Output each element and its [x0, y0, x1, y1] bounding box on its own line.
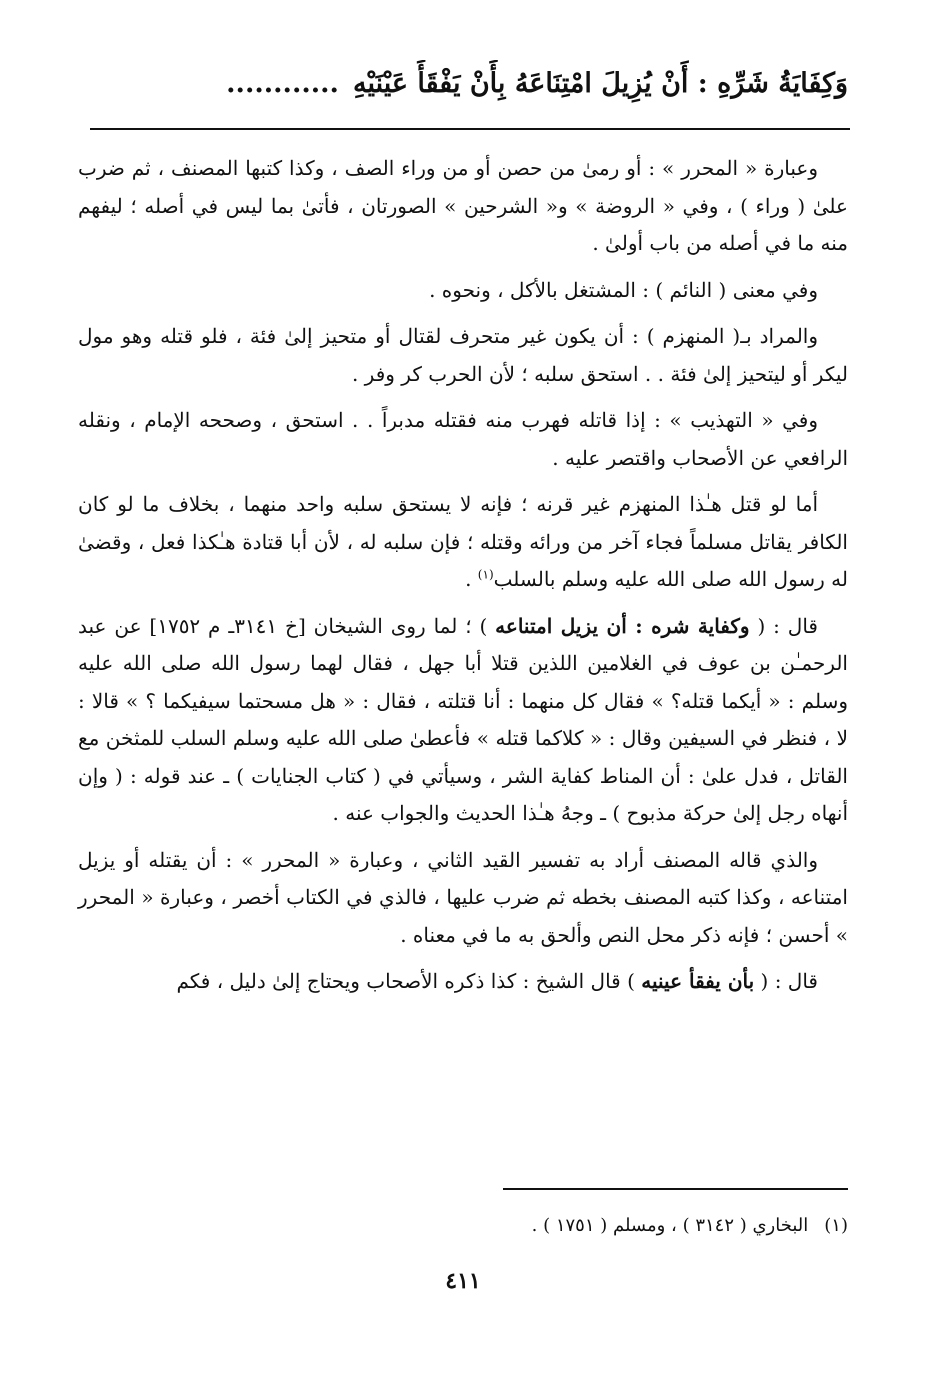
- footnote-text: البخاري ( ٣١٤٢ ) ، ومسلم ( ١٧٥١ ) .: [531, 1215, 809, 1236]
- header-rule: [90, 128, 850, 130]
- page-number: ٤١١: [445, 1268, 481, 1294]
- running-head-dots: ............: [226, 68, 339, 99]
- main-text: [78, 150, 848, 1010]
- paragraph: [78, 963, 848, 1001]
- paragraph: [78, 150, 848, 263]
- footnote: [78, 1212, 848, 1240]
- footnote-number: (١): [824, 1215, 848, 1236]
- matn-quote: وكفاية شره : أن يزيل امتناعه: [495, 613, 750, 638]
- paragraph-text: والمراد بـ( المنهزم ) : أن يكون غير متحرف لقتال أو متحيز إلىٰ فئة ، فلو قتله وهو مول ليكر أو ليتحيز إلىٰ فئة . . استحق سلبه ؛ لأن الحرب كر وفر .: [78, 324, 848, 386]
- paragraph: [78, 318, 848, 393]
- paragraph-text: وفي « التهذيب » : إذا قاتله فهرب منه فقتله مدبراً . . استحق ، وصححه الإمام ، ونقله الرافعي عن الأصحاب واقتصر عليه .: [78, 408, 848, 470]
- paragraph-text: وعبارة « المحرر » : أو رمىٰ من حصن أو من وراء الصف ، وكذا كتبها المصنف ، ثم ضرب علىٰ ( وراء ) ، وفي « الروضة » و« الشرحين » الصورتان ، فأتىٰ بما ليس في أصله ؛ ليفهم منه ما في أصله من باب أولىٰ .: [78, 156, 848, 255]
- running-head-title: وَكِفَايَةُ شَرِّهِ : أَنْ يُزِيلَ امْتِنَاعَهُ بِأَنْ يَفْقَأَ عَيْنَيْهِ: [352, 68, 848, 99]
- paragraph-text: والذي قاله المصنف أراد به تفسير القيد الثاني ، وعبارة « المحرر » : أن يقتله أو يزيل امتناعه ، وكذا كتبه المصنف بخطه ثم ضرب عليها ، فالذي في الكتاب أخصر ، وعبارة « المحرر » أحسن ؛ فإنه ذكر محل النص وألحق به ما في معناه .: [78, 847, 848, 947]
- running-head: [78, 60, 848, 108]
- paragraph: [78, 842, 848, 955]
- book-page: [78, 40, 848, 1340]
- paragraph-text: ) قال الشيخ : كذا ذكره الأصحاب ويحتاج إلىٰ دليل ، فكم: [176, 969, 642, 993]
- paragraph: [78, 402, 848, 477]
- paragraph: [78, 486, 848, 599]
- paragraph: [78, 608, 848, 833]
- paragraph-text-end: .: [465, 567, 478, 591]
- paragraph-lead: قال : (: [749, 613, 818, 638]
- footnote-reference[interactable]: (١): [477, 567, 494, 582]
- paragraph-text: وفي معنى ( النائم ) : المشتغل بالأكل ، ونحوه .: [429, 277, 818, 302]
- paragraph-text: أما لو قتل هـٰذا المنهزم غير قرنه ؛ فإنه لا يستحق سلبه واحد منهما ، بخلاف ما لو كان الكافر يقاتل مسلماً فجاء آخر من ورائه وقتله ؛ فإن سلبه له ، لأن أبا قتادة هـٰكذا فعل ، وقضىٰ له رسول الله صلى الله عليه وسلم بالسلب: [78, 492, 848, 591]
- footnote-rule: [503, 1188, 848, 1190]
- paragraph-text: ) ؛ لما روى الشيخان [خ ٣١٤١ـ م ١٧٥٢] عن عبد الرحمـٰن بن عوف في الغلامين اللذين قتلا أبا جهل ، فقال لهما رسول الله صلى الله عليه وسلم : « أيكما قتله؟ » فقال كل منهما : أنا قتلته ، فقال : « هل مسحتما سيفيكما ؟ » قالا : لا ، فنظر في السيفين وقال : « كلاكما قتله » فأعطىٰ صلى الله عليه وسلم السلب للمثخن مع القاتل ، فدل علىٰ : أن المناط كفاية الشر ، وسيأتي في ( كتاب الجنايات ) ـ عند قوله : ( وإن أنهاه رجل إلىٰ حركة مذبوح ) ـ وجهُ هـٰذا الحديث والجواب عنه .: [78, 613, 848, 825]
- paragraph: [78, 272, 848, 310]
- matn-quote: بأن يفقأ عينيه: [641, 969, 755, 993]
- paragraph-lead: قال : (: [754, 969, 818, 993]
